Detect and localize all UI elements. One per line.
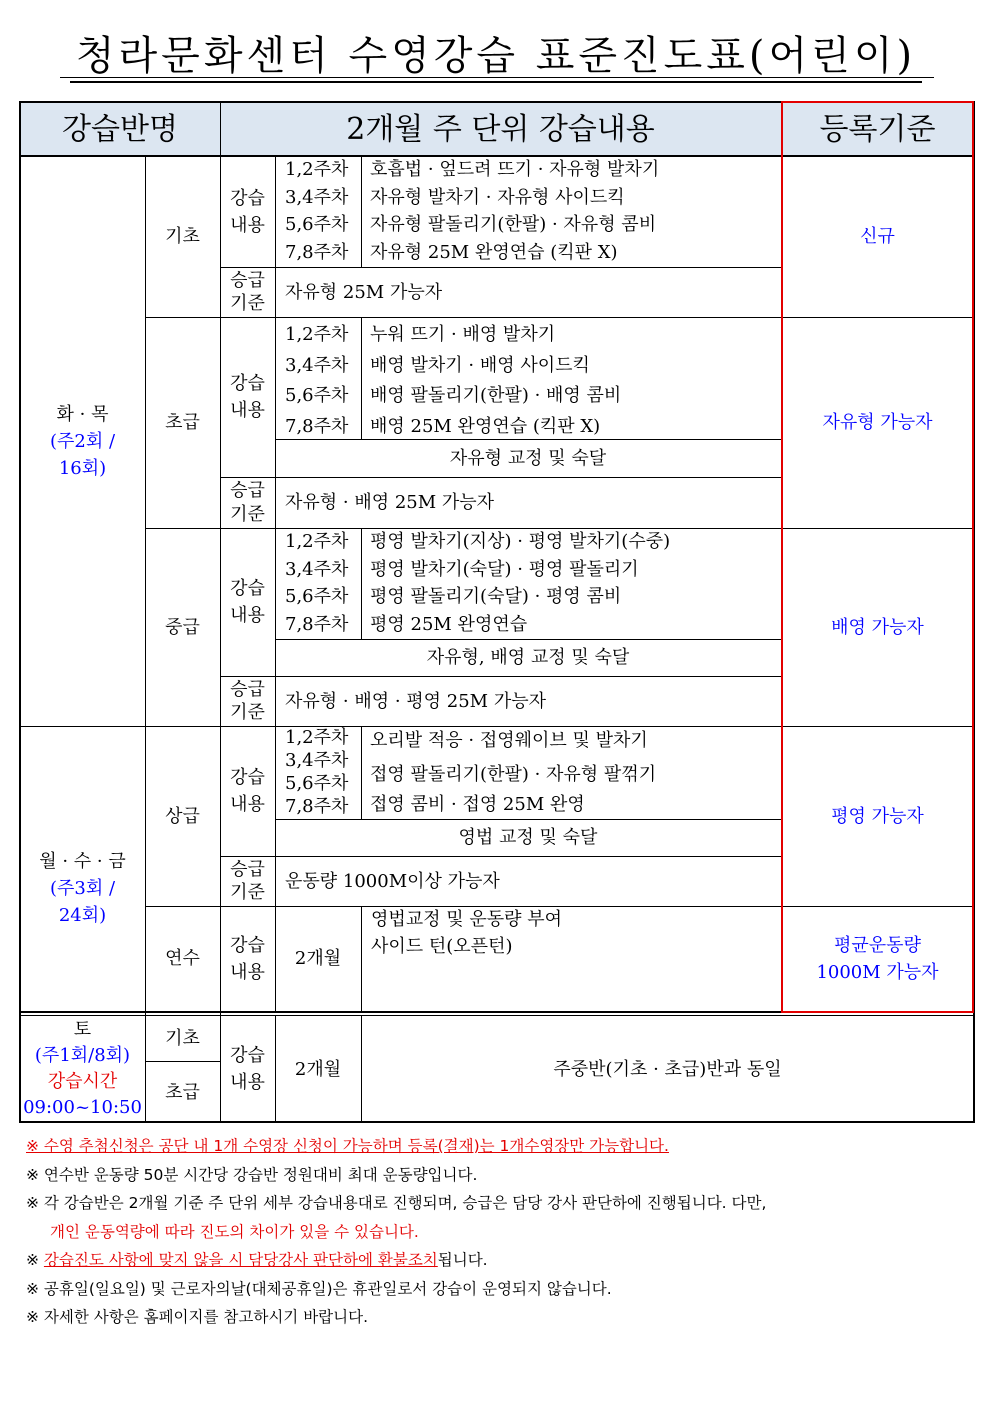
extra-intermediate: 자유형, 배영 교정 및 숙달 — [426, 647, 630, 668]
promotion-advanced: 운동량 1000M이상 가능자 — [285, 870, 500, 892]
saturday-time: 09:00~10:50 — [23, 1097, 142, 1119]
group-saturday — [20, 1015, 145, 1123]
label-lesson-content: 강습 내용 — [230, 187, 265, 236]
header-criteria: 등록기준 — [819, 111, 936, 147]
header-class-name: 강습반명 — [62, 111, 178, 147]
header-content: 2개월 주 단위 강습내용 — [346, 111, 655, 147]
label-lesson-content: 강습 내용 — [230, 578, 265, 626]
label-promotion: 승급 기준 — [230, 678, 265, 723]
label-lesson-content: 강습 내용 — [230, 373, 265, 421]
notes — [26, 1132, 976, 1332]
criteria-intermediate: 배영 가능자 — [831, 616, 924, 638]
note-3-cont: 개인 운동역량에 따라 진도의 차이가 있을 수 있습니다. — [50, 1222, 419, 1241]
promotion-basic: 자유형 25M 가능자 — [285, 281, 443, 303]
label-promotion: 승급 기준 — [230, 858, 265, 903]
group-total: 16회) — [58, 457, 107, 479]
weeks-advanced: 1,2주차 3,4주차 5,6주차 7,8주차 — [285, 727, 349, 817]
group-freq: (주2회 / — [49, 430, 116, 452]
weeks-beginner: 1,2주차 3,4주차 5,6주차 7,8주차 — [285, 324, 349, 437]
note-2: ※ 연수반 운동량 50분 시간당 강습반 정원대비 최대 운동량입니다. — [26, 1165, 478, 1184]
extra-advanced: 영법 교정 및 숙달 — [458, 827, 598, 848]
label-lesson-content: 강습 내용 — [230, 1045, 265, 1093]
week-sep-basic — [361, 156, 362, 267]
group-freq: (주3회 / — [49, 878, 116, 899]
level-advanced: 상급 — [165, 805, 200, 827]
group-days: 월 · 수 · 금 — [39, 851, 126, 872]
criteria-beginner: 자유형 가능자 — [822, 412, 933, 433]
note-1: ※ 수영 추첨신청은 공단 내 1개 수영장 신청이 가능하며 등록(결재)는 1개수영장만 가능합니다. — [26, 1137, 669, 1155]
group-tue-thu — [20, 156, 145, 726]
label-lesson-content: 강습 내용 — [230, 767, 265, 815]
note-4: ※ 강습진도 사항에 맞지 않을 시 담당강사 판단하에 환불조치됩니다. — [26, 1251, 488, 1269]
level-intermediate: 중급 — [165, 616, 200, 638]
promotion-beginner: 자유형 · 배영 25M 가능자 — [285, 492, 495, 513]
title-underline — [60, 77, 934, 78]
note-5: ※ 공휴일(일요일) 및 근로자의날(대체공휴일)은 휴관일로서 강습이 운영되지 않습니다. — [26, 1279, 612, 1298]
label-promotion: 승급 기준 — [230, 480, 265, 525]
content-basic: 호흡법 · 엎드려 뜨기 · 자유형 발차기 자유형 발차기 · 자유형 사이드킥 자유형 팔돌리기(한팔) · 자유형 콤비 자유형 25M 완영연습 (킥판 X) — [370, 159, 660, 263]
criteria-advanced: 평영 가능자 — [831, 805, 924, 827]
duration-training: 2개월 — [294, 948, 342, 969]
week-sep-advanced — [361, 726, 362, 819]
promotion-intermediate: 자유형 · 배영 · 평영 25M 가능자 — [285, 690, 546, 712]
week-sep-beginner — [361, 317, 362, 439]
criteria-training: 평균운동량 1000M 가능자 — [816, 934, 939, 983]
saturday-freq: (주1회/8회) — [34, 1044, 131, 1066]
group-days: 화 · 목 — [56, 403, 109, 425]
saturday-time-label: 강습시간 — [47, 1071, 118, 1092]
level-beginner: 초급 — [165, 412, 200, 433]
saturday-level-basic: 기초 — [165, 1027, 200, 1049]
label-lesson-content: 강습 내용 — [230, 934, 265, 983]
page-title: 청라문화센터 수영강습 표준진도표(어린이) — [0, 24, 992, 81]
criteria-basic: 신규 — [860, 226, 895, 247]
level-training: 연수 — [165, 948, 200, 969]
label-promotion: 승급 기준 — [230, 269, 265, 314]
content-beginner: 누워 뜨기 · 배영 발차기 배영 발차기 · 배영 사이드킥 배영 팔돌리기(한팔) · 배영 콤비 배영 25M 완영연습 (킥판 X) — [370, 324, 622, 437]
content-training: 영법교정 및 운동량 부여 사이드 턴(오픈턴) — [371, 909, 563, 957]
extra-beginner: 자유형 교정 및 숙달 — [449, 447, 607, 469]
saturday-content: 주중반(기초 · 초급)반과 동일 — [553, 1058, 782, 1080]
saturday-day: 토 — [73, 1018, 92, 1040]
saturday-duration: 2개월 — [294, 1058, 342, 1080]
saturday-level-beginner: 초급 — [165, 1081, 200, 1103]
level-basic: 기초 — [165, 226, 200, 247]
content-advanced: 오리발 적응 · 접영웨이브 및 발차기 접영 팔돌리기(한팔) · 자유형 팔꺾기 접영 콤비 · 접영 25M 완영 — [370, 730, 657, 815]
note-3: ※ 각 강습반은 2개월 기준 주 단위 세부 강습내용대로 진행되며, 승급은 담당 강사 판단하에 진행됩니다. 다만, — [26, 1194, 767, 1212]
note-6: ※ 자세한 사항은 홈페이지를 참고하시기 바랍니다. — [26, 1308, 369, 1326]
group-mon-wed-fri — [20, 726, 145, 1011]
group-total: 24회) — [58, 905, 107, 926]
week-sep-intermediate — [361, 528, 362, 639]
content-intermediate: 평영 발차기(지상) · 평영 발차기(수중) 평영 발차기(숙달) · 평영 팔돌리기 평영 팔돌리기(숙달) · 평영 콤비 평영 25M 완영연습 — [370, 531, 671, 635]
weeks-basic: 1,2주차 3,4주차 5,6주차 7,8주차 — [285, 159, 349, 263]
weeks-intermediate: 1,2주차 3,4주차 5,6주차 7,8주차 — [285, 531, 349, 635]
